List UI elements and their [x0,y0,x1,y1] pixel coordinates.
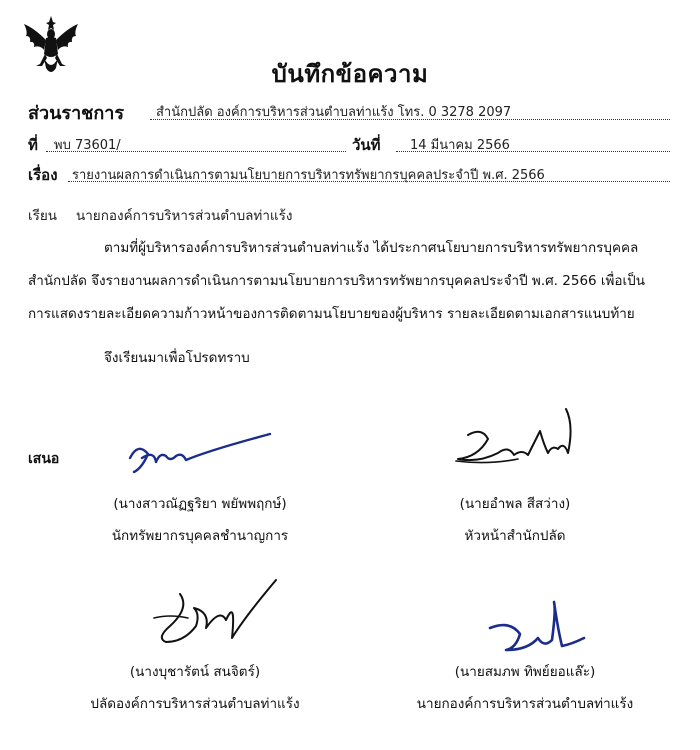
agency-label: ส่วนราชการ [28,103,125,124]
ref-label: ที่ [28,136,38,154]
salutation-value: นายกองค์การบริหารส่วนตำบลท่าแร้ง [76,208,293,224]
signature-1 [120,428,280,478]
signer-1-name: (นางสาวณัฏฐริยา พยัพพฤกษ์) [113,496,287,512]
memo-title: บันทึกข้อความ [271,60,429,88]
signer-4-position: นายกองค์การบริหารส่วนตำบลท่าแร้ง [416,696,634,712]
signer-3-name: (นางบุชารัตน์ สนจิตร์) [129,664,261,680]
closing-line: จึงเรียนมาเพื่อโปรดทราบ [104,350,250,366]
signer-3-position: ปลัดองค์การบริหารส่วนตำบลท่าแร้ง [90,696,300,712]
signature-3 [140,578,290,653]
body-line-2: สำนักปลัด จึงรายงานผลการดำเนินการตามนโยบายการบริหารทรัพยากรบุคคลประจำปี พ.ศ. 2566 เพื่อเป็น [28,273,645,289]
date-dotted-line [396,151,670,152]
subject-dotted-line [68,181,670,182]
signer-2-position: หัวหน้าสำนักปลัด [464,528,566,544]
salutation-label: เรียน [28,208,58,224]
signer-4-name: (นายสมภพ ทิพย์ยอแล๊ะ) [454,664,596,680]
signature-2 [448,405,588,475]
ref-value: พบ 73601/ [54,138,121,153]
date-value: 14 มีนาคม 2566 [410,138,510,153]
signature-4 [480,600,590,660]
ref-dotted-line [46,151,346,152]
signer-1-position: นักทรัพยากรบุคคลชำนาญการ [111,528,289,544]
signer-2-name: (นายอำพล สีสว่าง) [459,496,571,512]
body-line-1: ตามที่ผู้บริหารองค์การบริหารส่วนตำบลท่าแร้ง ได้ประกาศนโยบายการบริหารทรัพยากรบุคคล [104,240,639,256]
body-line-3: การแสดงรายละเอียดความก้าวหน้าของการติดตามนโยบายของผู้บริหาร รายละเอียดตามเอกสารแนบท้าย [28,306,635,322]
agency-dotted-line [150,119,670,120]
propose-label: เสนอ [28,451,60,467]
subject-value: รายงานผลการดำเนินการตามนโยบายการบริหารทรัพยากรบุคคลประจำปี พ.ศ. 2566 [72,168,545,183]
subject-label: เรื่อง [28,166,58,184]
agency-value: สำนักปลัด องค์การบริหารส่วนตำบลท่าแร้ง โทร. 0 3278 2097 [156,105,512,120]
date-label: วันที่ [352,136,381,154]
